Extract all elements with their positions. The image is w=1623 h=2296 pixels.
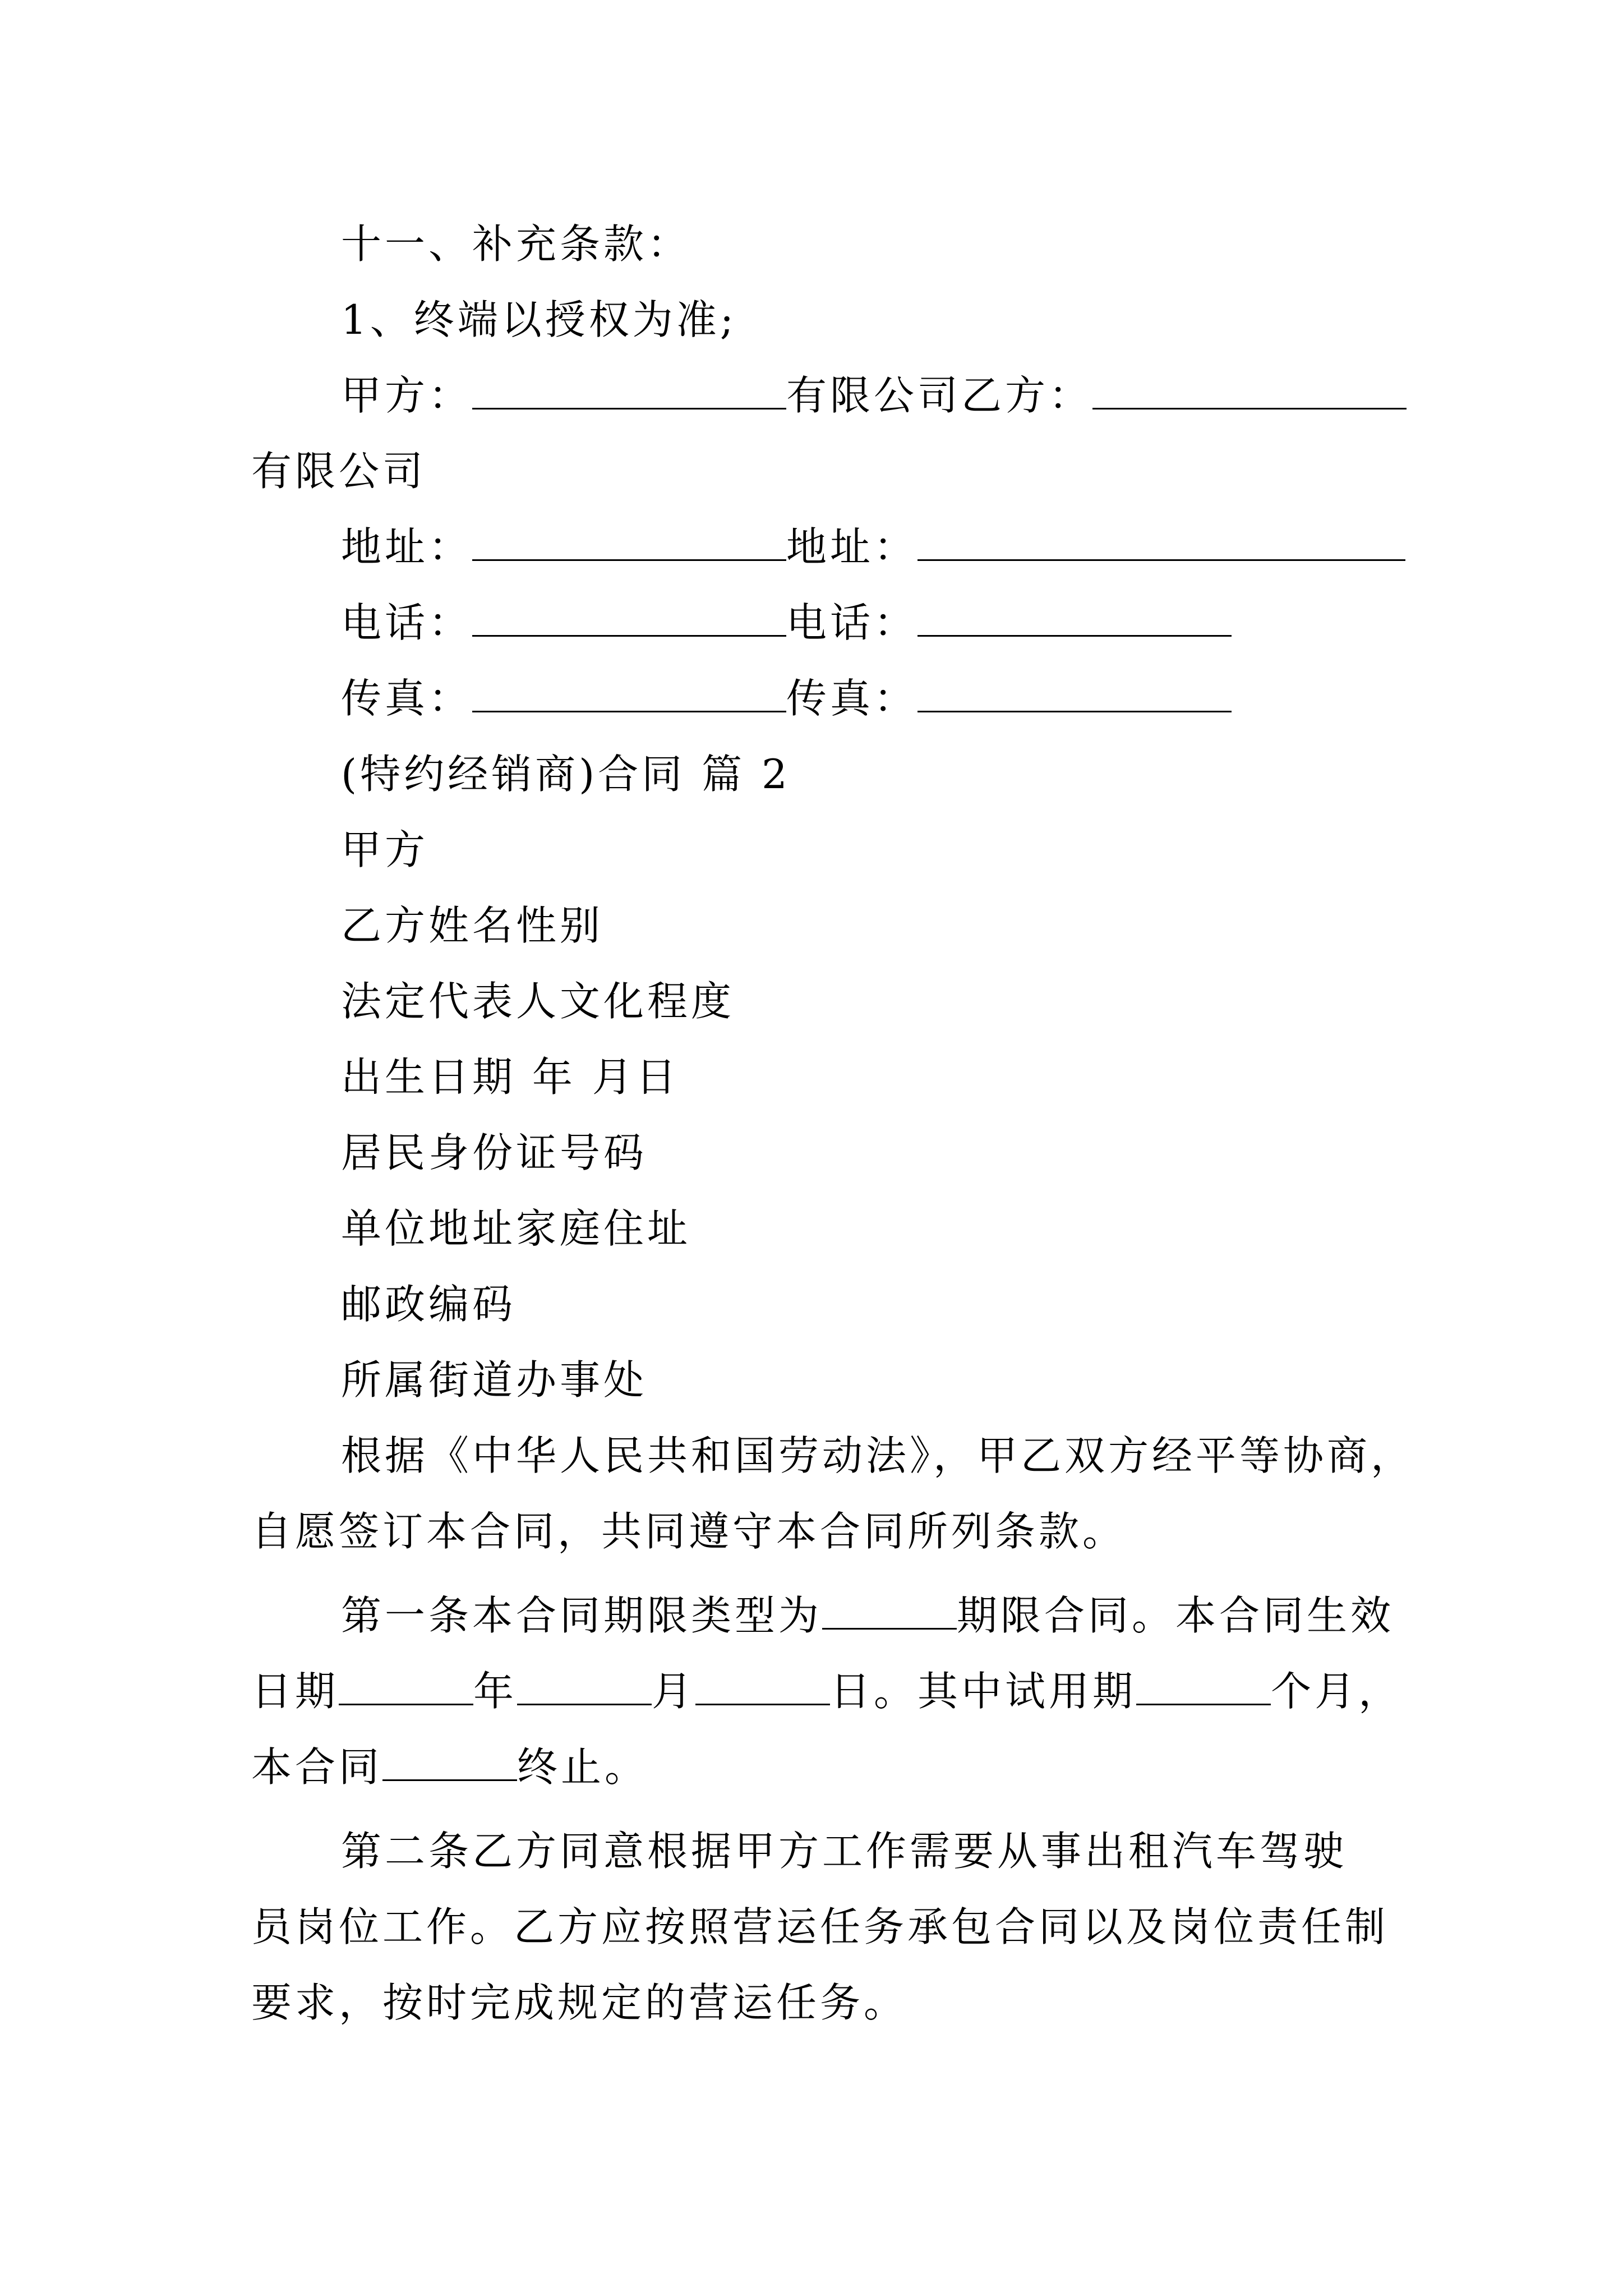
work-home-address: 单位地址家庭住址 [341, 1205, 691, 1252]
day-probation-label: 日。其中试用期 [830, 1668, 1137, 1715]
party-line [341, 367, 1407, 424]
party-b-suffix: 有限公司 [251, 448, 427, 495]
article-1-line-3 [251, 1739, 648, 1795]
months-label: 个月， [1271, 1668, 1403, 1715]
phone-a-blank [472, 601, 786, 637]
fax-a-blank [472, 677, 786, 712]
party-b-name-gender: 乙方姓名性别 [341, 902, 604, 949]
article-1-line-1 [341, 1588, 1394, 1644]
phone-b-blank [917, 601, 1232, 637]
termination-label: 终止。 [517, 1743, 649, 1791]
phone-line [341, 595, 1232, 651]
birth-date: 出生日期 年 月日 [341, 1053, 680, 1101]
party-a-suffix: 有限公司乙方： [786, 372, 1093, 419]
year-blank [339, 1670, 473, 1705]
fax-b-blank [917, 677, 1232, 712]
article-1-text-b: 期限合同。本合同生效 [957, 1592, 1395, 1639]
address-a-label: 地址： [341, 523, 473, 570]
article-2-line-2: 员岗位工作。乙方应按照营运任务承包合同以及岗位责任制 [251, 1903, 1389, 1950]
article-2-line-1: 第二条乙方同意根据甲方工作需要从事出租汽车驾驶 [341, 1828, 1348, 1875]
probation-blank [1136, 1670, 1271, 1705]
preamble-line-1: 根据《中华人民共和国劳动法》，甲乙双方经平等协商， [341, 1432, 1415, 1479]
month-label: 月 [652, 1668, 696, 1715]
fax-a-label: 传真： [341, 675, 473, 722]
address-line [341, 519, 1405, 575]
fax-b-label: 传真： [786, 675, 918, 722]
postal-code: 邮政编码 [341, 1281, 517, 1328]
month-blank [517, 1670, 652, 1705]
article-2-line-3: 要求，按时完成规定的营运任务。 [251, 1979, 908, 2026]
article-1-line-2 [251, 1663, 1402, 1719]
preamble-line-2: 自愿签订本合同，共同遵守本合同所列条款。 [251, 1508, 1127, 1555]
clause-11-item-1: 1、终端以授权为准; [341, 296, 737, 343]
article-1-text-a: 第一条本合同期限类型为 [341, 1592, 823, 1639]
address-a-blank [472, 526, 786, 561]
day-blank [695, 1670, 830, 1705]
street-office: 所属街道办事处 [341, 1356, 648, 1404]
phone-a-label: 电话： [341, 599, 473, 646]
address-b-blank [917, 526, 1405, 561]
section-title: (特约经销商)合同 篇 2 [341, 751, 791, 798]
termination-blank [382, 1746, 517, 1781]
party-a-label: 甲方： [341, 372, 473, 419]
phone-b-label: 电话： [786, 599, 918, 646]
party-a-field: 甲方 [341, 826, 429, 873]
fax-line [341, 670, 1232, 726]
contract-type-blank [822, 1594, 957, 1630]
party-a-blank [472, 374, 786, 409]
legal-rep-education: 法定代表人文化程度 [341, 978, 735, 1025]
party-b-blank [1092, 374, 1407, 409]
date-label: 日期 [251, 1668, 339, 1715]
address-b-label: 地址： [786, 523, 918, 570]
contract-label: 本合同 [251, 1743, 383, 1791]
clause-11-heading: 十一、补充条款： [341, 220, 691, 268]
id-number: 居民身份证号码 [341, 1129, 648, 1176]
year-label: 年 [473, 1668, 518, 1715]
